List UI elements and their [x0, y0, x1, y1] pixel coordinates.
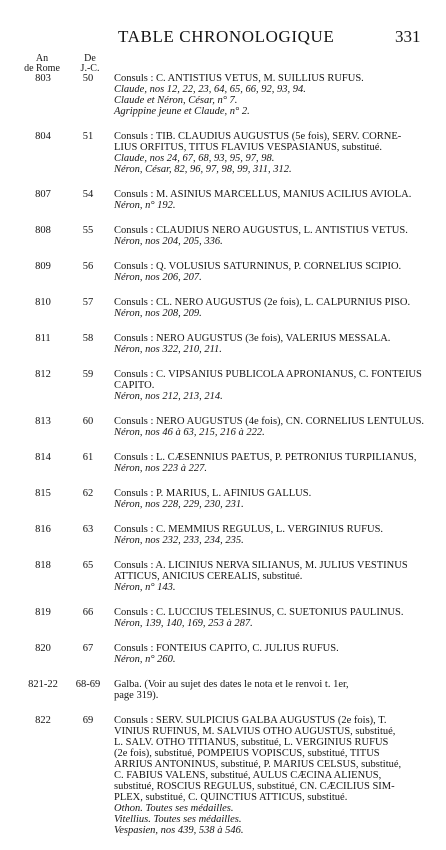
coin-reference-line: Néron, n° 260. [114, 654, 176, 665]
coin-reference-line: Néron, César, 82, 96, 97, 98, 99, 311, 312. [114, 164, 292, 175]
chronology-entry [0, 131, 446, 175]
consuls-line: CAPITO. [114, 380, 155, 391]
coin-reference-line: Claude, nos 12, 22, 23, 64, 65, 66, 92, 93, 94. [114, 84, 306, 95]
chronology-entry [0, 488, 446, 510]
entry-text [114, 73, 420, 117]
consuls-line: Consuls : M. ASINIUS MARCELLUS, MANIUS ACILIUS AVIOLA. [114, 189, 412, 200]
coin-reference-line: Néron, n° 192. [114, 200, 176, 211]
year-jc: 63 [82, 524, 94, 535]
year-rome: 813 [35, 416, 51, 427]
year-rome: 807 [35, 189, 51, 200]
chronology-entry [0, 225, 446, 247]
coin-reference-line: Néron, nos 228, 229, 230, 231. [114, 499, 244, 510]
coin-reference-line: Othon. Toutes ses médailles. [114, 803, 234, 814]
consuls-line: Consuls : SERV. SULPICIUS GALBA AUGUSTUS (2e fois), T. [114, 715, 387, 726]
coin-reference-line: Néron, n° 143. [114, 582, 176, 593]
year-jc: 62 [82, 488, 94, 499]
year-jc: 68-69 [75, 679, 101, 690]
consuls-line: ARRIUS ANTONINUS, substitué, P. MARIUS CELSUS, substitué, [114, 759, 402, 770]
year-rome: 810 [35, 297, 51, 308]
year-rome: 816 [35, 524, 51, 535]
page-number: 331 [395, 27, 421, 46]
chronology-entry [0, 643, 446, 665]
consuls-line: Consuls : NERO AUGUSTUS (4e fois), CN. CORNELIUS LENTULUS. [114, 416, 425, 427]
consuls-line: Consuls : C. ANTISTIUS VETUS, M. SUILLIUS RUFUS. [114, 73, 364, 84]
entry-text [114, 524, 420, 546]
column-header-line: De [84, 53, 96, 64]
consuls-line: VINIUS RUFINUS, M. SALVIUS OTHO AUGUSTUS, substitué, [114, 726, 396, 737]
year-jc: 65 [82, 560, 94, 571]
coin-reference-line: Vespasien, nos 439, 538 à 546. [114, 825, 244, 836]
entry-text [114, 416, 425, 438]
entry-text [114, 452, 420, 474]
coin-reference-line: Néron, nos 322, 210, 211. [114, 344, 222, 355]
chronology-entry [0, 73, 446, 117]
year-rome: 815 [35, 488, 51, 499]
consuls-line: page 319). [114, 690, 159, 701]
chronology-entry [0, 679, 446, 701]
coin-reference-line: Vitellius. Toutes ses médailles. [114, 814, 242, 825]
consuls-line: Consuls : TIB. CLAUDIUS AUGUSTUS (5e fois), SERV. CORNE- [114, 131, 402, 142]
chronology-entry [0, 297, 446, 319]
year-rome: 814 [35, 452, 51, 463]
chronology-entry [0, 333, 446, 355]
entry-text [114, 560, 420, 593]
consuls-line: LIUS ORFITUS, TITUS FLAVIUS VESPASIANUS, substitué. [114, 142, 382, 153]
year-rome: 808 [35, 225, 51, 236]
year-jc: 67 [82, 643, 94, 654]
consuls-line: Galba. (Voir au sujet des dates le nota et le renvoi t. 1er, [114, 679, 349, 690]
entry-text [114, 607, 420, 629]
column-header-year-rome [20, 54, 64, 74]
year-jc: 58 [82, 333, 94, 344]
entry-text [114, 643, 420, 665]
consuls-line: Consuls : FONTEIUS CAPITO, C. JULIUS RUFUS. [114, 643, 339, 654]
consuls-line: (2e fois), substitué, POMPEIUS VOPISCUS, substitué, TITUS [114, 748, 380, 759]
chronology-entry [0, 261, 446, 283]
consuls-line: C. FABIUS VALENS, substitué, AULUS CÆCINA ALIENUS, [114, 770, 382, 781]
chronology-entry [0, 715, 446, 836]
chronology-entry [0, 560, 446, 593]
entry-text [114, 679, 420, 701]
chronology-entry [0, 189, 446, 211]
coin-reference-line: Agrippine jeune et Claude, n° 2. [114, 106, 250, 117]
page-title: TABLE CHRONOLOGIQUE [118, 27, 335, 46]
consuls-line: Consuls : P. MARIUS, L. AFINIUS GALLUS. [114, 488, 312, 499]
coin-reference-line: Claude et Néron, César, n° 7. [114, 95, 238, 106]
year-rome: 809 [35, 261, 51, 272]
chronology-entry [0, 524, 446, 546]
chronology-entry [0, 452, 446, 474]
coin-reference-line: Néron, nos 206, 207. [114, 272, 202, 283]
column-header-line: J.-C. [80, 63, 100, 74]
consuls-line: Consuls : C. LUCCIUS TELESINUS, C. SUETONIUS PAULINUS. [114, 607, 404, 618]
consuls-line: substitué, ROSCIUS REGULUS, substitué, CN. CÆCILIUS SIM- [114, 781, 395, 792]
coin-reference-line: Néron, nos 232, 233, 234, 235. [114, 535, 244, 546]
consuls-line: PLEX, substitué, C. QUINCTIUS ATTICUS, substitué. [114, 792, 348, 803]
coin-reference-line: Néron, nos 223 à 227. [114, 463, 207, 474]
coin-reference-line: Néron, nos 204, 205, 336. [114, 236, 223, 247]
year-jc: 60 [82, 416, 94, 427]
consuls-line: Consuls : C. VIPSANIUS PUBLICOLA APRONIANUS, C. FONTEIUS [114, 369, 422, 380]
consuls-line: L. SALV. OTHO TITIANUS, substitué, L. VERGINIUS RUFUS [114, 737, 389, 748]
entry-text [114, 488, 420, 510]
column-header-line: An [35, 53, 49, 64]
consuls-line: Consuls : L. CÆSENNIUS PAETUS, P. PETRONIUS TURPILIANUS, [114, 452, 417, 463]
entry-text [114, 131, 420, 175]
consuls-line: Consuls : CL. NERO AUGUSTUS (2e fois), L. CALPURNIUS PISO. [114, 297, 411, 308]
entry-text [114, 333, 420, 355]
column-header-line: de Rome [24, 63, 60, 74]
chronology-entry [0, 416, 446, 438]
year-jc: 59 [82, 369, 94, 380]
consuls-line: Consuls : C. MEMMIUS REGULUS, L. VERGINIUS RUFUS. [114, 524, 384, 535]
year-jc: 57 [82, 297, 94, 308]
entry-text [114, 297, 420, 319]
consuls-line: Consuls : Q. VOLUSIUS SATURNINUS, P. CORNELIUS SCIPIO. [114, 261, 402, 272]
consuls-line: ATTICUS, ANICIUS CEREALIS, substitué. [114, 571, 303, 582]
year-rome: 820 [35, 643, 51, 654]
coin-reference-line: Claude, nos 24, 67, 68, 93, 95, 97, 98. [114, 153, 275, 164]
entry-text [114, 189, 420, 211]
year-rome: 818 [35, 560, 51, 571]
year-jc: 66 [82, 607, 94, 618]
year-jc: 50 [82, 73, 94, 84]
year-jc: 56 [82, 261, 94, 272]
column-header-year-jc [70, 54, 110, 74]
coin-reference-line: Néron, 139, 140, 169, 253 à 287. [114, 618, 253, 629]
entry-text [114, 261, 420, 283]
year-rome: 803 [35, 73, 51, 84]
year-rome: 822 [35, 715, 51, 726]
year-jc: 69 [82, 715, 94, 726]
chronology-entry [0, 369, 446, 402]
coin-reference-line: Néron, nos 208, 209. [114, 308, 202, 319]
consuls-line: Consuls : A. LICINIUS NERVA SILIANUS, M. JULIUS VESTINUS [114, 560, 408, 571]
year-rome: 821-22 [28, 679, 58, 690]
year-jc: 55 [82, 225, 94, 236]
year-jc: 54 [82, 189, 94, 200]
year-rome: 804 [35, 131, 51, 142]
entry-text [114, 225, 420, 247]
year-rome: 812 [35, 369, 51, 380]
chronology-list [0, 73, 446, 850]
entry-text [114, 369, 420, 402]
consuls-line: Consuls : CLAUDIUS NERO AUGUSTUS, L. ANTISTIUS VETUS. [114, 225, 408, 236]
coin-reference-line: Néron, nos 46 à 63, 215, 216 à 222. [114, 427, 265, 438]
year-jc: 51 [82, 131, 94, 142]
entry-text [114, 715, 420, 836]
chronology-entry [0, 607, 446, 629]
year-jc: 61 [82, 452, 94, 463]
consuls-line: Consuls : NERO AUGUSTUS (3e fois), VALERIUS MESSALA. [114, 333, 391, 344]
year-rome: 811 [35, 333, 51, 344]
year-rome: 819 [35, 607, 51, 618]
coin-reference-line: Néron, nos 212, 213, 214. [114, 391, 223, 402]
